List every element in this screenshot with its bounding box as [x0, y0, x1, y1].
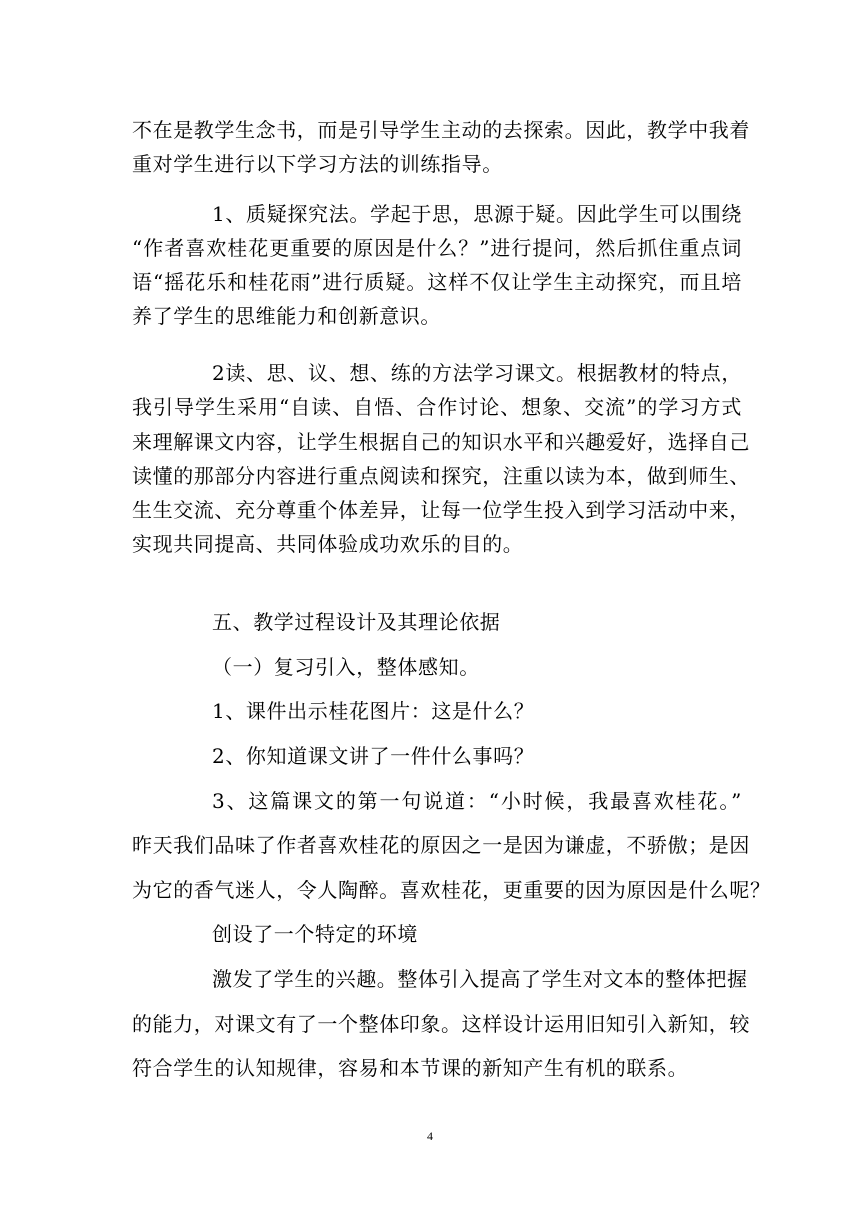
section-5-item-3-line-1: 3、这篇课文的第一句说道：“小时候，我最喜欢桂花。” — [212, 789, 742, 813]
section-5-note-1: 创设了一个特定的环境 — [212, 922, 418, 946]
page-number: 4 — [427, 1129, 433, 1143]
method-2-line-4: 读懂的那部分内容进行重点阅读和探究，注重以读为本，做到师生、 — [132, 464, 750, 488]
method-2-line-1: 2读、思、议、想、练的方法学习课文。根据教材的特点， — [212, 361, 742, 385]
method-1-line-4: 养了学生的思维能力和创新意识。 — [132, 304, 441, 328]
paragraph-intro-line-2: 重对学生进行以下学习方法的训练指导。 — [132, 152, 503, 176]
paragraph-intro-line-1: 不在是教学生念书，而是引导学生主动的去探索。因此，教学中我着 — [132, 118, 750, 142]
method-2-line-2: 我引导学生采用“自读、自悟、合作讨论、想象、交流”的学习方式 — [132, 395, 742, 419]
section-5-note-2-line-3: 符合学生的认知规律，容易和本节课的新知产生有机的联系。 — [132, 1056, 689, 1080]
section-5-item-1: 1、课件出示桂花图片：这是什么？ — [212, 699, 535, 723]
method-2-line-3: 来理解课文内容，让学生根据自己的知识水平和兴趣爱好，选择自己 — [132, 430, 750, 454]
method-1-line-3: 语“摇花乐和桂花雨”进行质疑。这样不仅让学生主动探究，而且培 — [132, 270, 742, 294]
method-2-line-6: 实现共同提高、共同体验成功欢乐的目的。 — [132, 532, 524, 556]
section-5-subheading: （一）复习引入，整体感知。 — [212, 655, 480, 679]
section-5-note-2-line-1: 激发了学生的兴趣。整体引入提高了学生对文本的整体把握 — [212, 967, 748, 991]
method-2-line-5: 生生交流、充分尊重个体差异，让每一位学生投入到学习活动中来， — [132, 498, 750, 522]
section-5-item-2: 2、你知道课文讲了一件什么事吗？ — [212, 744, 535, 768]
section-5-item-3-line-2: 昨天我们品味了作者喜欢桂花的原因之一是因为谦虚，不骄傲；是因 — [132, 833, 750, 857]
section-5-note-2-line-2: 的能力，对课文有了一个整体印象。这样设计运用旧知引入新知，较 — [132, 1012, 750, 1036]
section-5-item-3-line-3: 为它的香气迷人，令人陶醉。喜欢桂花，更重要的因为原因是什么呢？ — [132, 878, 771, 902]
method-1-line-2: “作者喜欢桂花更重要的原因是什么？”进行提问，然后抓住重点词 — [132, 236, 742, 260]
section-5-heading: 五、教学过程设计及其理论依据 — [212, 610, 501, 634]
method-1-line-1: 1、质疑探究法。学起于思，思源于疑。因此学生可以围绕 — [212, 202, 742, 226]
